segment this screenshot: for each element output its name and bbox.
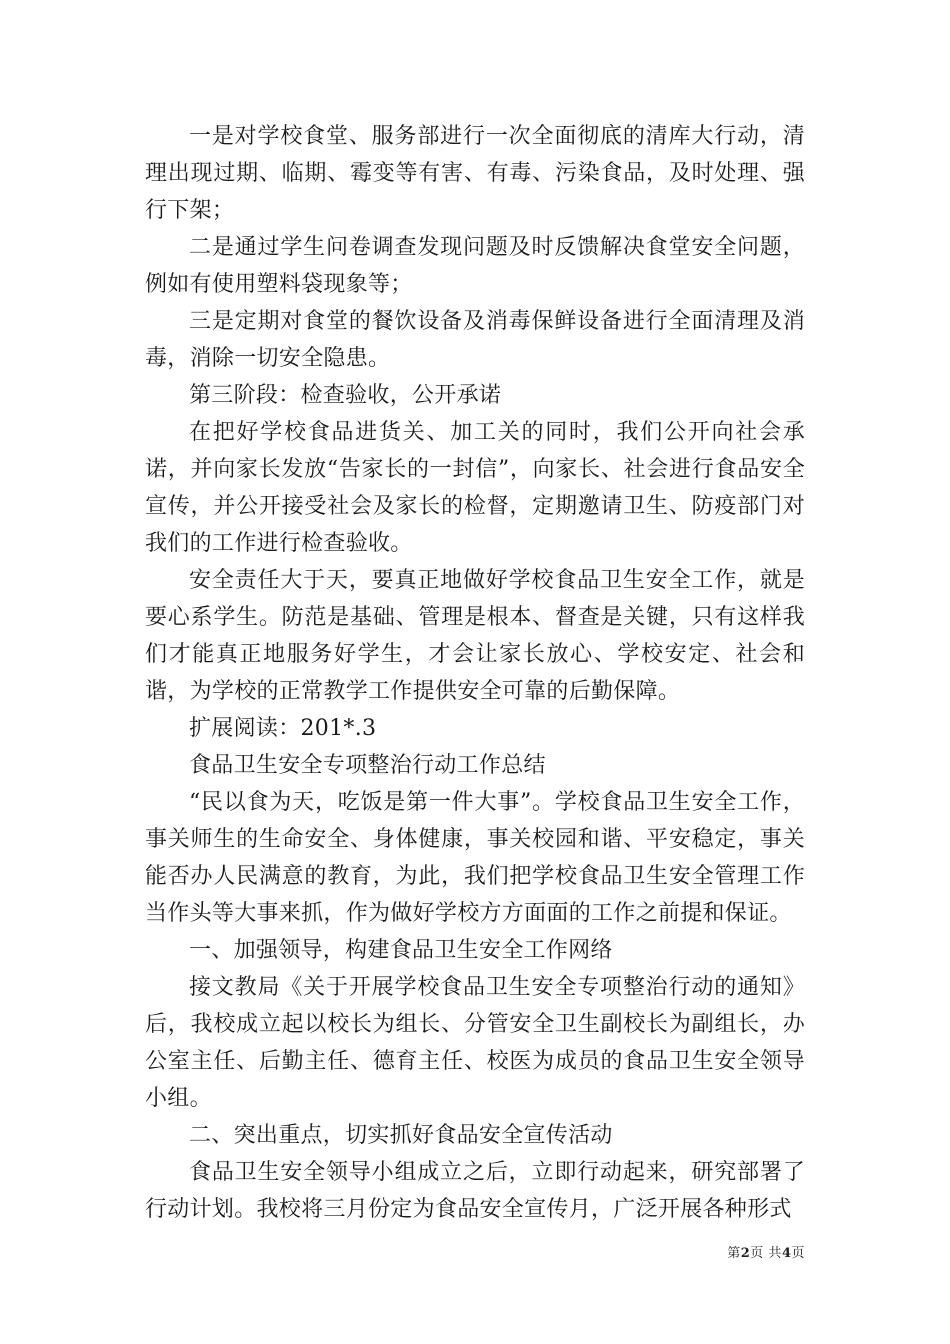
paragraph-9: “民以食为天，吃饭是第一件大事”。学校食品卫生安全工作，事关师生的生命安全、身体健康，事关校园和谐、平安稳定，事关能否办人民满意的教育，为此，我们把学校食品卫生安全管理工作当作头等大事来抓，作为做好学校方方面面的工作之前提和保证。 (145, 790, 805, 926)
section-heading-stage-3: 第三阶段：检查验收，公开承诺 (189, 383, 502, 408)
footer-prefix: 第 (727, 1246, 741, 1261)
footer-middle: 页 共 (750, 1246, 782, 1261)
paragraph-5: 在把好学校食品进货关、加工关的同时，我们公开向社会承诺，并向家长发放“告家长的一封信”，向家长、社会进行食品安全宣传，并公开接受社会及家长的检督，定期邀请卫生、防疫部门对我们的工作进行检查验收。 (145, 420, 805, 556)
footer-suffix: 页 (791, 1246, 805, 1261)
paragraph-2: 二是通过学生问卷调查发现问题及时反馈解决食堂安全问题，例如有使用塑料袋现象等； (145, 235, 805, 297)
paragraph-13: 食品卫生安全领导小组成立之后，立即行动起来，研究部署了行动计划。我校将三月份定为食品安全宣传月，广泛开展各种形式 (145, 1160, 805, 1222)
section-heading-2: 二、突出重点，切实抓好食品安全宣传活动 (189, 1123, 613, 1148)
extended-reading-label: 扩展阅读：201*.3 (189, 716, 377, 741)
document-body (145, 118, 805, 1228)
paragraph-6: 安全责任大于天，要真正地做好学校食品卫生安全工作，就是要心系学生。防范是基础、管理是根本、督查是关键，只有这样我们才能真正地服务好学生，才会让家长放心、学校安定、社会和谐，为学校的正常教学工作提供安全可靠的后勤保障。 (145, 568, 805, 704)
section-heading-1: 一、加强领导，构建食品卫生安全工作网络 (189, 938, 613, 963)
paragraph-1: 一是对学校食堂、服务部进行一次全面彻底的清库大行动，清理出现过期、临期、霉变等有害、有毒、污染食品，及时处理、强行下架； (145, 124, 805, 223)
paragraph-3: 三是定期对食堂的餐饮设备及消毒保鲜设备进行全面清理及消毒，消除一切安全隐患。 (145, 309, 805, 371)
page-footer (727, 1245, 805, 1263)
footer-page-number: 2 (740, 1246, 751, 1261)
article-title: 食品卫生安全专项整治行动工作总结 (189, 753, 546, 778)
footer-total-pages: 4 (781, 1246, 792, 1261)
paragraph-11: 接文教局《关于开展学校食品卫生安全专项整治行动的通知》后，我校成立起以校长为组长、分管安全卫生副校长为副组长，办公室主任、后勤主任、德育主任、校医为成员的食品卫生安全领导小组。 (145, 975, 805, 1111)
